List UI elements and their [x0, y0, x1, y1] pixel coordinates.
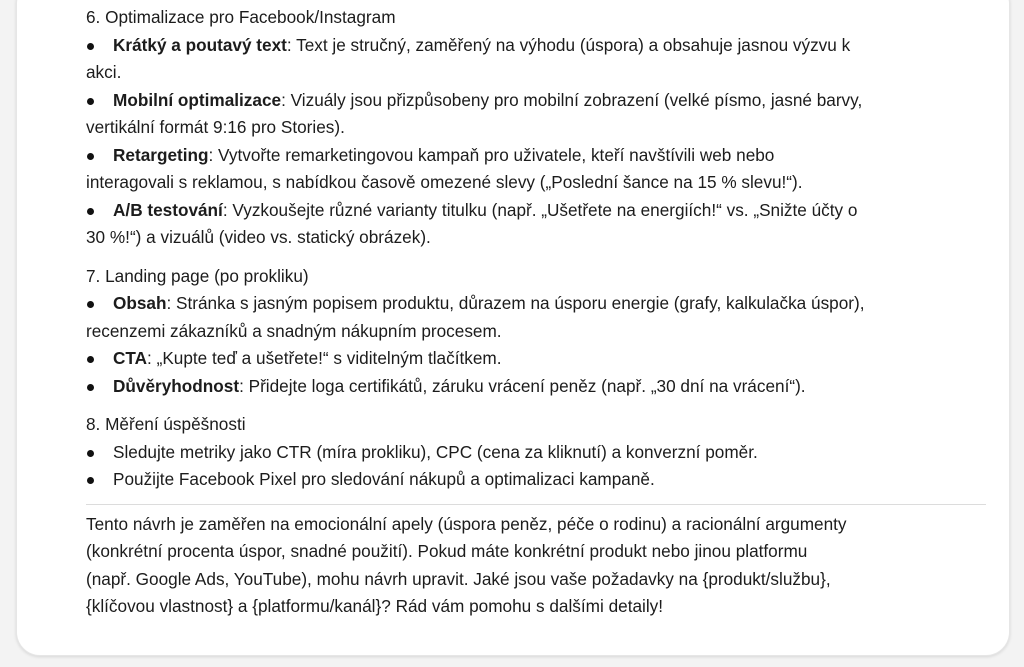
item-text: Sledujte metriky jako CTR (míra prokliku), CPC (cena za kliknutí) a konverzní poměr.: [113, 441, 758, 462]
divider: [86, 504, 986, 505]
summary-line: (např. Google Ads, YouTube), mohu návrh upravit. Jaké jsou vaše požadavky na {produkt/službu},: [86, 568, 831, 589]
item-text: : Vizuály jsou přizpůsobeny pro mobilní zobrazení (velké písmo, jasné barvy,: [281, 89, 863, 110]
item-text: : Vytvořte remarketingovou kampaň pro uživatele, kteří navštívili web nebo: [208, 144, 775, 165]
list-item: [86, 142, 986, 197]
bullet-list: [86, 290, 986, 400]
item-text-continued: interagovali s reklamou, s nabídkou časově omezené slevy („Poslední šance na 15 % slevu!“).: [86, 172, 803, 192]
item-label: A/B testování: [113, 199, 223, 220]
summary-paragraph: [86, 511, 986, 621]
list-item: [86, 373, 986, 401]
section-heading: 8. Měření úspěšnosti: [86, 414, 246, 434]
item-label: CTA: [113, 348, 148, 368]
summary-line: Tento návrh je zaměřen na emocionální apely (úspora peněz, péče o rodinu) a racionální argumenty: [86, 513, 847, 534]
item-label: Důvěryhodnost: [113, 375, 240, 396]
item-label: Retargeting: [113, 144, 209, 165]
list-item: [86, 32, 986, 87]
item-text: : Stránka s jasným popisem produktu, důrazem na úsporu energie (grafy, kalkulačka úspor),: [166, 293, 865, 313]
item-text: : Vyzkoušejte různé varianty titulku (např. „Ušetřete na energiích!“ vs. „Snižte účty o: [222, 199, 858, 220]
item-text: : „Kupte teď a ušetřete!“ s viditelným tlačítkem.: [147, 348, 502, 368]
spacer: [86, 400, 986, 411]
item-text-continued: 30 %!“) a vizuálů (video vs. statický obrázek).: [86, 227, 431, 247]
bullet-list: [86, 32, 986, 252]
item-label: Obsah: [113, 293, 167, 313]
item-label: Mobilní optimalizace: [113, 89, 282, 110]
list-item: [86, 197, 986, 252]
list-item: [86, 466, 986, 494]
item-text-continued: vertikální formát 9:16 pro Stories).: [86, 117, 345, 137]
item-label: Krátký a poutavý text: [113, 34, 287, 55]
section-heading: 7. Landing page (po prokliku): [86, 265, 309, 286]
list-item: [86, 87, 986, 142]
item-text: : Přidejte loga certifikátů, záruku vrácení peněz (např. „30 dní na vrácení“).: [239, 375, 806, 396]
assistant-message-content: [86, 4, 986, 621]
item-text-continued: akci.: [86, 62, 122, 82]
list-item: [86, 290, 986, 345]
list-item: [86, 345, 986, 373]
list-item: [86, 439, 986, 467]
summary-line: (konkrétní procenta úspor, snadné použití). Pokud máte konkrétní produkt nebo jinou platformu: [86, 541, 808, 561]
item-text-continued: recenzemi zákazníků a snadným nákupním procesem.: [86, 320, 502, 341]
section-heading: 6. Optimalizace pro Facebook/Instagram: [86, 7, 396, 27]
bullet-list: [86, 439, 986, 494]
item-text: : Text je stručný, zaměřený na výhodu (úspora) a obsahuje jasnou výzvu k: [286, 34, 851, 55]
spacer: [86, 252, 986, 263]
summary-line: {klíčovou vlastnost} a {platformu/kanál}? Rád vám pomohu s dalšími detaily!: [86, 596, 664, 616]
item-text: Použijte Facebook Pixel pro sledování nákupů a optimalizaci kampaně.: [113, 469, 655, 489]
